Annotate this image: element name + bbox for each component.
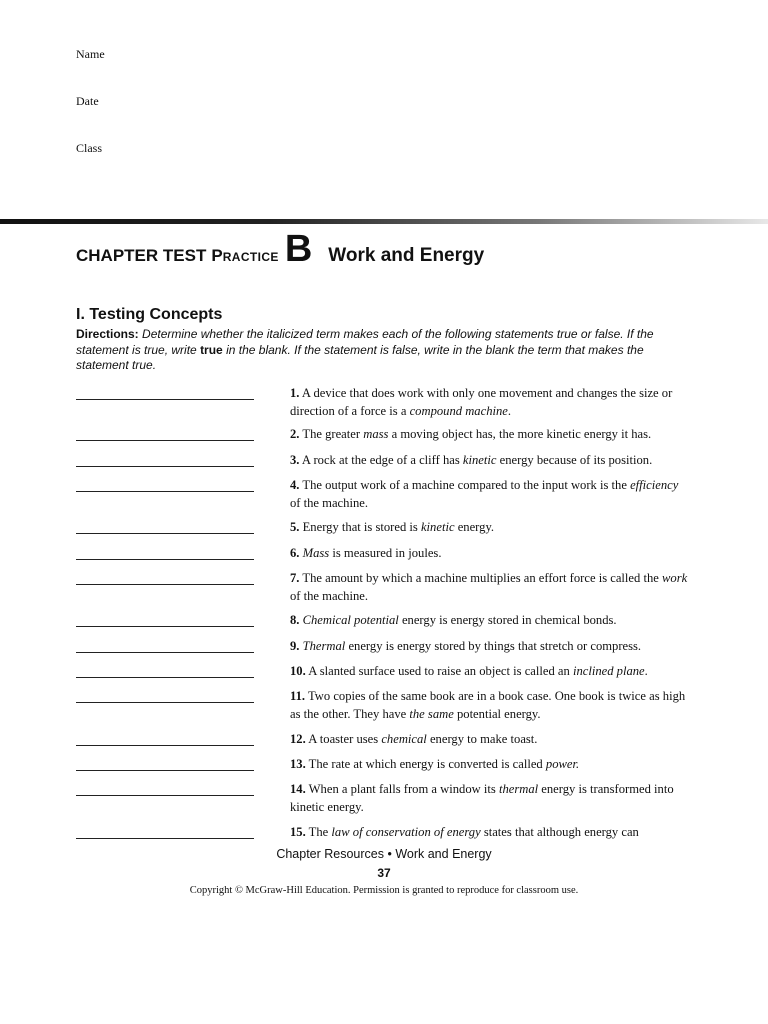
- question-text-after: energy is energy stored in chemical bonds.: [401, 613, 617, 627]
- answer-blank[interactable]: [76, 838, 254, 839]
- question-number: 8.: [290, 613, 300, 627]
- form-letter: B: [284, 228, 313, 270]
- italic-term: law of conservation of energy: [331, 825, 481, 839]
- question-text: [290, 663, 690, 681]
- name-label: Name: [76, 47, 105, 61]
- class-label: Class: [76, 141, 103, 155]
- question-number: 7.: [290, 571, 300, 585]
- answer-blank[interactable]: [76, 745, 254, 746]
- question-text-after: .: [507, 403, 512, 418]
- footer-resources: Chapter Resources • Work and Energy: [276, 847, 492, 861]
- question-text-after: of the machine.: [290, 588, 368, 603]
- question-number: 10.: [290, 664, 306, 678]
- copyright-notice: Copyright © McGraw-Hill Education. Permission is granted to reproduce for classroom use.: [189, 885, 579, 896]
- question-text: [290, 612, 690, 630]
- italic-term: compound machine: [409, 403, 508, 418]
- page-number: 37: [377, 866, 391, 880]
- italic-term: Chemical potential: [302, 613, 399, 627]
- question-text-before: A slanted surface used to raise an object is called an: [308, 664, 570, 678]
- question-text-before: Two copies of the same book are in a book case. One book is twice as high as the other. They have: [290, 689, 686, 721]
- question-number: 2.: [290, 427, 300, 441]
- question-text-after: of the machine.: [290, 495, 368, 510]
- answer-blank[interactable]: [76, 559, 254, 560]
- question-text: [290, 452, 690, 470]
- date-label: Date: [76, 94, 99, 108]
- question-text-after: is measured in joules.: [332, 546, 442, 560]
- answer-blank[interactable]: [76, 440, 254, 441]
- italic-term: inclined plane: [572, 664, 645, 678]
- question-text-after: potential energy.: [456, 706, 541, 721]
- italic-term: work: [662, 571, 688, 585]
- question-text: [290, 545, 690, 563]
- question-text: [290, 426, 690, 444]
- question-text-after: energy.: [457, 520, 495, 534]
- italic-term: chemical: [381, 732, 427, 746]
- directions-text-1: Determine whether the italicized term makes each of the following statements true or false. If the statement is true, write: [76, 327, 654, 357]
- answer-blank[interactable]: [76, 399, 254, 400]
- question-text: [290, 756, 690, 774]
- question-number: 1.: [290, 386, 300, 400]
- header-divider: [0, 219, 768, 224]
- italic-term: mass: [363, 427, 389, 441]
- italic-term: Thermal: [302, 639, 346, 653]
- italic-term: Mass: [302, 546, 330, 560]
- question-text-after: energy is energy stored by things that stretch or compress.: [348, 639, 642, 653]
- question-text: [290, 731, 690, 749]
- question-text: [290, 781, 690, 816]
- directions: [76, 327, 696, 374]
- answer-blank[interactable]: [76, 652, 254, 653]
- question-text-after: a moving object has, the more kinetic energy it has.: [391, 427, 652, 441]
- question-text-before: The output work of a machine compared to the input work is the: [302, 478, 627, 492]
- italic-term: thermal: [498, 782, 539, 796]
- practice-initial: P: [211, 246, 223, 265]
- question-text: [290, 638, 690, 656]
- italic-term: kinetic: [420, 520, 455, 534]
- answer-blank[interactable]: [76, 677, 254, 678]
- question-text: [290, 477, 690, 512]
- question-text-before: A device that does work with only one movement and changes the size or direction of a force is a: [290, 386, 673, 418]
- question-text: [290, 688, 690, 723]
- question-number: 6.: [290, 546, 300, 560]
- question-text: [290, 385, 690, 420]
- question-number: 11.: [290, 689, 306, 703]
- italic-term: kinetic: [462, 453, 497, 467]
- question-text-before: Energy that is stored is: [302, 520, 418, 534]
- directions-label: Directions:: [76, 327, 139, 341]
- answer-blank[interactable]: [76, 702, 254, 703]
- question-number: 5.: [290, 520, 300, 534]
- directions-text-2: in the blank. If the statement is false, write in the blank the term that makes the statement true.: [76, 342, 644, 372]
- question-number: 13.: [290, 757, 306, 771]
- question-text-before: When a plant falls from a window its: [308, 782, 496, 796]
- question-text-before: The: [308, 825, 329, 839]
- question-text-before: The rate at which energy is converted is called: [308, 757, 543, 771]
- question-number: 15.: [290, 825, 306, 839]
- question-text-after: .: [644, 664, 648, 678]
- answer-blank[interactable]: [76, 626, 254, 627]
- question-text-after: energy to make toast.: [429, 732, 538, 746]
- practice-rest: RACTICE: [222, 250, 279, 264]
- question-text-after: states that although energy can: [483, 825, 639, 839]
- question-text: [290, 824, 690, 842]
- answer-blank[interactable]: [76, 533, 254, 534]
- answer-blank[interactable]: [76, 584, 254, 585]
- directions-true-word: true: [200, 342, 223, 357]
- answer-blank[interactable]: [76, 466, 254, 467]
- question-number: 12.: [290, 732, 306, 746]
- question-number: 9.: [290, 639, 300, 653]
- chapter-test-label: CHAPTER TEST: [76, 246, 207, 265]
- section-heading: I. Testing Concepts: [76, 306, 223, 323]
- answer-blank[interactable]: [76, 491, 254, 492]
- question-text-before: The greater: [302, 427, 361, 441]
- question-text-before: A toaster uses: [308, 732, 379, 746]
- question-text-before: The amount by which a machine multiplies an effort force is called the: [302, 571, 659, 585]
- italic-term: efficiency: [630, 478, 679, 492]
- page-title: [76, 228, 484, 272]
- question-text: [290, 519, 690, 537]
- question-number: 3.: [290, 453, 300, 467]
- italic-term: power.: [545, 757, 580, 771]
- question-text: [290, 570, 690, 605]
- answer-blank[interactable]: [76, 795, 254, 796]
- question-text-after: energy because of its position.: [499, 453, 653, 467]
- question-number: 14.: [290, 782, 306, 796]
- question-text-after: energy is transformed into kinetic energy.: [290, 782, 674, 814]
- italic-term: the same: [409, 706, 454, 721]
- question-number: 4.: [290, 478, 300, 492]
- question-text-before: A rock at the edge of a cliff has: [301, 453, 460, 467]
- chapter-topic: Work and Energy: [328, 245, 485, 266]
- answer-blank[interactable]: [76, 770, 254, 771]
